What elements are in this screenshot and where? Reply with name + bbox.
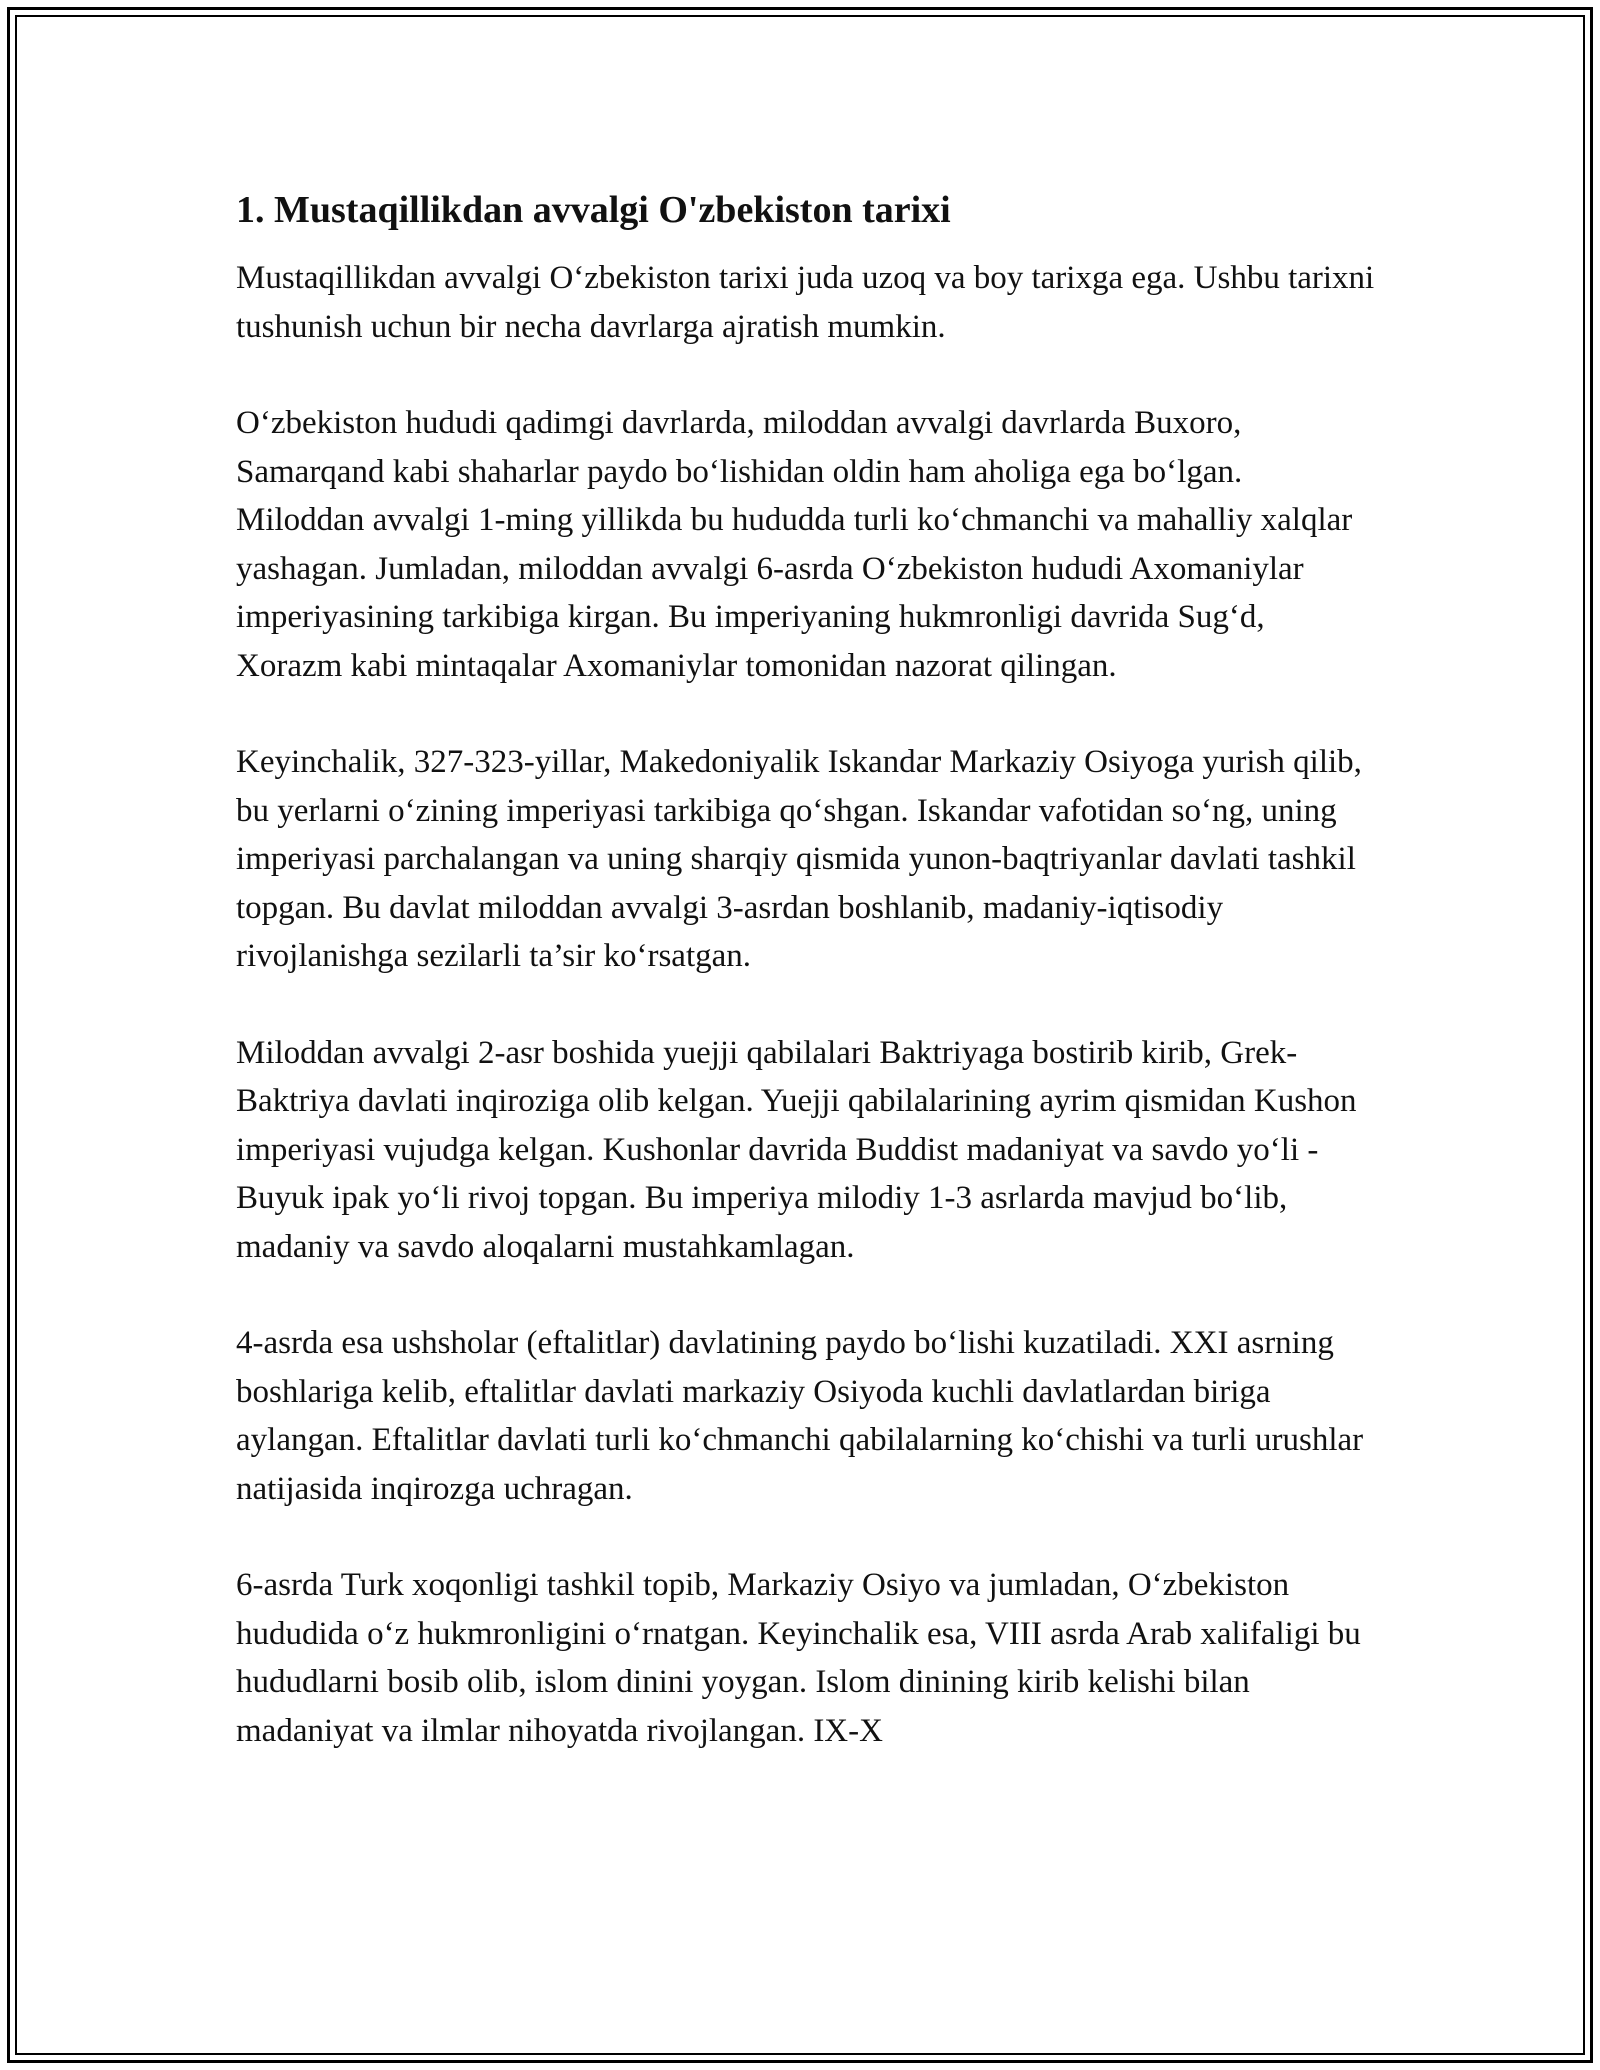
section-heading: 1. Mustaqillikdan avvalgi O'zbekiston tarixi [236,189,951,231]
document-body [236,186,1376,1803]
paragraph-kushan: Miloddan avvalgi 2-asr boshida yuejji qabilalari Baktriyaga bostirib kirib, Grek-Baktriya davlati inqiroziga olib kelgan. Yuejji qabilalarining ayrim qismidan Kushon imperiyasi vujudga kelgan. Kushonlar davrida Buddist madaniyat va savdo yo‘li - Buyuk ipak yo‘li rivoj topgan. Bu imperiya milodiy 1-3 asrlarda mavjud bo‘lib, madaniy va savdo aloqalarni mustahkamlagan. [236,1034,1357,1265]
paragraph-intro: Mustaqillikdan avvalgi O‘zbekiston tarixi juda uzoq va boy tarixga ega. Ushbu tarixni tushunish uchun bir necha davrlarga ajratish mumkin. [236,260,1375,345]
paragraph-turkic-arab: 6-asrda Turk xoqonligi tashkil topib, Markaziy Osiyo va jumladan, O‘zbekiston hududida o‘z hukmronligini o‘rnatgan. Keyinchalik esa, VIII asrda Arab xalifaligi bu hududlarni bosib olib, islom dinini yoygan. Islom dinining kirib kelishi bilan madaniyat va ilmlar nihoyatda rivojlangan. IX-X [236,1567,1361,1749]
paragraph-alexander: Keyinchalik, 327-323-yillar, Makedoniyalik Iskandar Markaziy Osiyoga yurish qilib, bu yerlarni o‘zining imperiyasi tarkibiga qo‘shgan. Iskandar vafotidan so‘ng, uning imperiyasi parchalangan va uning sharqiy qismida yunon-baqtriyanlar davlati tashkil topgan. Bu davlat miloddan avvalgi 3-asrdan boshlanib, madaniy-iqtisodiy rivojlanishga sezilarli ta’sir ko‘rsatgan. [236,744,1362,974]
paragraph-ancient-period: O‘zbekiston hududi qadimgi davrlarda, miloddan avvalgi davrlarda Buxoro, Samarqand kabi shaharlar paydo bo‘lishidan oldin ham aholiga ega bo‘lgan. Miloddan avvalgi 1-ming yillikda bu hududda turli ko‘chmanchi va mahalliy xalqlar yashagan. Jumladan, miloddan avvalgi 6-asrda O‘zbekiston hududi Axomaniylar imperiyasining tarkibiga kirgan. Bu imperiyaning hukmronligi davrida Sug‘d, Xorazm kabi mintaqalar Axomaniylar tomonidan nazorat qilingan. [236,405,1353,684]
paragraph-ephthalites: 4-asrda esa ushsholar (eftalitlar) davlatining paydo bo‘lishi kuzatiladi. XXI asrning boshlariga kelib, eftalitlar davlati markaziy Osiyoda kuchli davlatlardan biriga aylangan. Eftalitlar davlati turli ko‘chmanchi qabilalarning ko‘chishi va turli urushlar natijasida inqirozga uchragan. [236,1325,1364,1507]
